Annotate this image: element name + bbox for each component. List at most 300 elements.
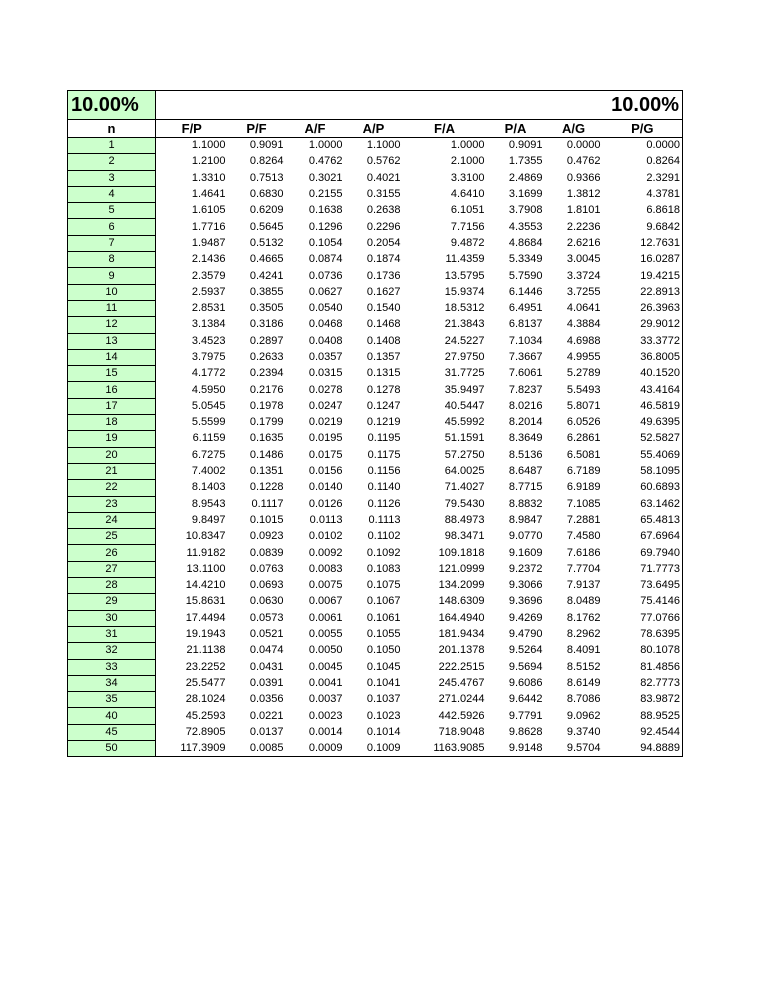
factor-cell-fp[interactable]: 1.9487: [191, 236, 226, 249]
period-cell[interactable]: 9: [68, 268, 156, 284]
factor-cell-ag[interactable]: 6.7189: [566, 465, 601, 478]
factor-cell-pa[interactable]: 9.0770: [508, 530, 543, 543]
factor-cell-ap[interactable]: 0.1315: [366, 367, 401, 380]
factor-cell-fa[interactable]: 3.3100: [450, 171, 485, 184]
factor-cell-af[interactable]: 0.2155: [308, 188, 343, 201]
factor-cell-ap[interactable]: 0.1045: [366, 660, 401, 673]
factor-cell-fa[interactable]: 31.7725: [444, 367, 485, 380]
factor-cell-af[interactable]: 0.1296: [308, 220, 343, 233]
factor-cell-af[interactable]: 0.0023: [308, 709, 343, 722]
factor-cell-pf[interactable]: 0.4665: [249, 253, 284, 266]
factor-cell-fa[interactable]: 109.1818: [438, 546, 485, 559]
factor-cell-fa[interactable]: 24.5227: [444, 334, 485, 347]
factor-cell-fa[interactable]: 11.4359: [445, 253, 485, 266]
factor-cell-pf[interactable]: 0.0221: [249, 709, 284, 722]
factor-cell-pf[interactable]: 0.6830: [249, 188, 284, 201]
factor-cell-pf[interactable]: 0.3186: [249, 318, 284, 331]
factor-cell-pa[interactable]: 6.8137: [508, 318, 543, 331]
factor-cell-pg[interactable]: 16.0287: [603, 252, 683, 268]
factor-cell-fp[interactable]: 10.8347: [185, 530, 226, 543]
factor-cell-pg[interactable]: 71.7773: [603, 561, 683, 577]
factor-cell-pf[interactable]: 0.0839: [249, 546, 284, 559]
factor-cell-af[interactable]: 0.0736: [308, 269, 343, 282]
factor-cell-af[interactable]: 0.0055: [308, 628, 343, 641]
factor-cell-fa[interactable]: 1163.9085: [403, 740, 487, 756]
factor-cell-fp[interactable]: 2.3579: [191, 269, 226, 282]
factor-cell-pg[interactable]: 46.5819: [603, 398, 683, 414]
factor-cell-ap[interactable]: 0.2638: [366, 204, 401, 217]
factor-cell-ag[interactable]: 5.8071: [566, 399, 601, 412]
factor-cell-pf[interactable]: 0.0763: [249, 562, 284, 575]
factor-cell-ap[interactable]: 0.3155: [366, 188, 401, 201]
period-cell[interactable]: 15: [68, 366, 156, 382]
factor-cell-ag[interactable]: 8.4091: [566, 644, 601, 657]
factor-cell-af[interactable]: 0.0067: [308, 595, 343, 608]
factor-cell-ap[interactable]: 0.1627: [366, 285, 401, 298]
factor-cell-fp[interactable]: 4.5950: [191, 383, 226, 396]
factor-cell-fp[interactable]: 9.8497: [191, 513, 226, 526]
factor-cell-ap[interactable]: 0.1175: [367, 448, 401, 461]
factor-cell-ap[interactable]: 1.1000: [366, 139, 401, 152]
factor-cell-ap[interactable]: 0.1067: [366, 595, 401, 608]
factor-cell-ag[interactable]: 8.1762: [566, 611, 601, 624]
factor-cell-fa[interactable]: 2.1000: [450, 155, 485, 168]
period-cell[interactable]: 45: [68, 724, 156, 740]
factor-cell-ap[interactable]: 0.1014: [366, 725, 401, 738]
factor-cell-fa[interactable]: 71.4027: [444, 481, 485, 494]
column-header-pa[interactable]: P/A: [487, 120, 545, 138]
factor-cell-pa[interactable]: 6.1446: [508, 285, 543, 298]
factor-cell-ag[interactable]: 4.0641: [566, 302, 601, 315]
factor-cell-pa[interactable]: 5.7590: [508, 269, 543, 282]
factor-cell-pa[interactable]: 9.1609: [508, 546, 543, 559]
factor-cell-ap[interactable]: 0.1357: [366, 351, 401, 363]
factor-cell-af[interactable]: 0.3021: [308, 171, 343, 184]
factor-cell-fp[interactable]: 72.8905: [185, 725, 226, 738]
column-header-ag[interactable]: A/G: [545, 120, 603, 138]
factor-cell-af[interactable]: 0.0627: [308, 285, 343, 298]
factor-cell-fp[interactable]: 117.3909: [156, 740, 228, 756]
factor-cell-ag[interactable]: 8.5152: [566, 660, 601, 673]
factor-cell-pg[interactable]: 69.7940: [603, 545, 683, 561]
factor-cell-pa[interactable]: 9.2372: [508, 562, 543, 575]
factor-cell-pg[interactable]: 43.4164: [603, 382, 683, 398]
factor-cell-ap[interactable]: 0.2054: [366, 236, 401, 249]
period-cell[interactable]: 12: [68, 317, 156, 333]
factor-cell-ag[interactable]: 1.8101: [566, 204, 601, 217]
factor-cell-pa[interactable]: 9.4269: [508, 611, 543, 624]
factor-cell-pf[interactable]: 0.1799: [249, 416, 284, 429]
factor-cell-fa[interactable]: 13.5795: [444, 269, 485, 282]
factor-cell-ag[interactable]: 3.0045: [566, 253, 601, 266]
factor-cell-pg[interactable]: 60.6893: [603, 480, 683, 496]
factor-cell-fp[interactable]: 1.3310: [191, 171, 226, 184]
period-cell[interactable]: 10: [68, 284, 156, 300]
factor-cell-pf[interactable]: 0.0137: [249, 725, 284, 738]
factor-cell-pa[interactable]: 3.7908: [508, 204, 543, 217]
factor-cell-ag[interactable]: 6.0526: [566, 416, 601, 429]
factor-cell-ap[interactable]: 0.1050: [366, 644, 401, 657]
factor-cell-fp[interactable]: 3.1384: [191, 318, 226, 331]
factor-cell-pg[interactable]: 36.8005: [603, 349, 683, 365]
factor-cell-pg[interactable]: 75.4146: [603, 594, 683, 610]
factor-cell-ag[interactable]: 7.6186: [566, 546, 601, 559]
factor-cell-af[interactable]: 0.0357: [308, 351, 343, 363]
factor-cell-ap[interactable]: 0.4021: [366, 171, 401, 184]
factor-cell-ap[interactable]: 0.1468: [366, 318, 401, 331]
factor-cell-ag[interactable]: 1.3812: [566, 188, 601, 201]
factor-cell-af[interactable]: 0.0113: [309, 513, 343, 526]
factor-cell-fp[interactable]: 2.8531: [191, 302, 226, 315]
factor-cell-pf[interactable]: 0.3855: [249, 285, 284, 298]
period-cell[interactable]: 34: [68, 675, 156, 691]
factor-cell-fp[interactable]: 6.7275: [191, 448, 226, 461]
factor-cell-pg[interactable]: 6.8618: [603, 203, 683, 219]
factor-cell-pf[interactable]: 0.1351: [249, 465, 284, 478]
factor-cell-ap[interactable]: 0.1736: [366, 269, 401, 282]
factor-cell-fa[interactable]: 51.1591: [444, 432, 485, 445]
factor-cell-pf[interactable]: 0.8264: [249, 155, 284, 168]
factor-cell-ap[interactable]: 0.1874: [366, 253, 401, 266]
period-cell[interactable]: 17: [68, 398, 156, 414]
factor-cell-ag[interactable]: 3.7255: [566, 285, 601, 298]
factor-cell-pg[interactable]: 55.4069: [603, 447, 683, 463]
factor-cell-fa[interactable]: 18.5312: [444, 302, 485, 315]
factor-cell-pa[interactable]: 9.8628: [508, 725, 543, 738]
period-cell[interactable]: 40: [68, 708, 156, 724]
title-spacer[interactable]: [156, 91, 603, 120]
column-header-af[interactable]: A/F: [286, 120, 345, 138]
factor-cell-af[interactable]: 0.0037: [308, 693, 343, 706]
period-cell[interactable]: 20: [68, 447, 156, 463]
factor-cell-pg[interactable]: 12.7631: [603, 235, 683, 251]
factor-cell-fa[interactable]: 15.9374: [444, 285, 485, 298]
factor-cell-ag[interactable]: 6.9189: [566, 481, 601, 494]
factor-cell-fp[interactable]: 5.5599: [191, 416, 226, 429]
factor-cell-pa[interactable]: 9.3696: [508, 595, 543, 608]
factor-cell-ap[interactable]: 0.1009: [345, 740, 403, 756]
factor-cell-fa[interactable]: 64.0025: [444, 465, 485, 478]
factor-cell-fa[interactable]: 201.1378: [438, 644, 485, 657]
column-header-ap[interactable]: A/P: [345, 120, 403, 138]
factor-cell-pg[interactable]: 40.1520: [603, 366, 683, 382]
period-cell[interactable]: 1: [68, 138, 156, 154]
factor-cell-ap[interactable]: 0.1075: [366, 579, 401, 592]
factor-cell-ag[interactable]: 4.3884: [566, 318, 601, 331]
factor-cell-fp[interactable]: 14.4210: [185, 579, 226, 592]
period-cell[interactable]: 5: [68, 203, 156, 219]
factor-cell-pg[interactable]: 0.8264: [603, 154, 683, 170]
factor-cell-pa[interactable]: 8.8832: [508, 497, 543, 510]
factor-cell-ag[interactable]: 7.9137: [566, 579, 601, 592]
factor-cell-ap[interactable]: 0.5762: [366, 155, 401, 168]
factor-cell-fa[interactable]: 164.4940: [438, 611, 485, 624]
factor-cell-pf[interactable]: 0.0356: [249, 693, 284, 706]
factor-cell-ag[interactable]: 8.0489: [566, 595, 601, 608]
factor-cell-pf[interactable]: 0.9091: [249, 139, 284, 152]
factor-cell-pa[interactable]: 2.4869: [508, 171, 543, 184]
period-cell[interactable]: 35: [68, 692, 156, 708]
factor-cell-ap[interactable]: 0.1041: [366, 676, 401, 689]
factor-cell-af[interactable]: 0.0045: [308, 660, 343, 673]
factor-cell-fp[interactable]: 4.1772: [191, 367, 226, 380]
factor-cell-af[interactable]: 1.0000: [308, 139, 343, 152]
factor-cell-fp[interactable]: 28.1024: [185, 693, 226, 706]
factor-cell-fp[interactable]: 19.1943: [185, 628, 226, 641]
factor-cell-af[interactable]: 0.0156: [308, 465, 343, 478]
factor-cell-pa[interactable]: 9.6442: [508, 693, 543, 706]
factor-cell-pf[interactable]: 0.0431: [249, 660, 284, 673]
column-header-n[interactable]: n: [68, 120, 156, 138]
factor-cell-ap[interactable]: 0.1061: [366, 611, 401, 624]
factor-cell-pa[interactable]: 4.3553: [508, 220, 543, 233]
factor-cell-pf[interactable]: 0.7513: [249, 171, 284, 184]
period-cell[interactable]: 23: [68, 496, 156, 512]
rate-label-right[interactable]: 10.00%: [603, 91, 683, 120]
factor-cell-fp[interactable]: 2.1436: [191, 253, 226, 266]
factor-cell-pf[interactable]: 0.0521: [249, 628, 284, 641]
period-cell[interactable]: 31: [68, 626, 156, 642]
factor-cell-ag[interactable]: 2.6216: [566, 236, 601, 249]
factor-cell-pa[interactable]: 5.3349: [508, 253, 543, 266]
factor-cell-af[interactable]: 0.0874: [308, 253, 343, 266]
factor-cell-ag[interactable]: 5.5493: [566, 383, 601, 396]
factor-cell-pa[interactable]: 1.7355: [508, 155, 543, 168]
factor-cell-pg[interactable]: 65.4813: [603, 512, 683, 528]
factor-cell-fa[interactable]: 45.5992: [444, 416, 485, 429]
factor-cell-af[interactable]: 0.0408: [308, 334, 343, 347]
period-cell[interactable]: 25: [68, 529, 156, 545]
factor-cell-ap[interactable]: 0.1083: [366, 562, 401, 575]
factor-cell-ag[interactable]: 0.9366: [566, 171, 601, 184]
factor-cell-pf[interactable]: 0.1015: [249, 513, 284, 526]
factor-cell-pa[interactable]: 8.3649: [508, 432, 543, 445]
factor-cell-ap[interactable]: 0.1023: [366, 709, 401, 722]
factor-cell-pg[interactable]: 22.8913: [603, 284, 683, 300]
factor-cell-pg[interactable]: 80.1078: [603, 643, 683, 659]
factor-cell-ag[interactable]: 0.0000: [566, 139, 601, 152]
factor-cell-pa[interactable]: 4.8684: [508, 236, 543, 249]
factor-cell-pf[interactable]: 0.0573: [249, 611, 284, 624]
factor-cell-pg[interactable]: 19.4215: [603, 268, 683, 284]
factor-cell-ag[interactable]: 9.3740: [566, 725, 601, 738]
factor-cell-fp[interactable]: 1.4641: [191, 188, 226, 201]
factor-cell-pg[interactable]: 77.0766: [603, 610, 683, 626]
rate-label-left[interactable]: 10.00%: [68, 91, 156, 120]
factor-cell-af[interactable]: 0.0315: [308, 367, 343, 380]
factor-cell-pf[interactable]: 0.2394: [249, 367, 284, 380]
factor-cell-fa[interactable]: 57.2750: [444, 448, 485, 461]
factor-cell-fa[interactable]: 442.5926: [438, 709, 485, 722]
factor-cell-pa[interactable]: 9.6086: [508, 676, 543, 689]
factor-cell-af[interactable]: 0.0050: [308, 644, 343, 657]
factor-cell-fp[interactable]: 1.2100: [191, 155, 226, 168]
period-cell[interactable]: 22: [68, 480, 156, 496]
factor-cell-ap[interactable]: 0.1540: [366, 302, 401, 315]
factor-cell-pf[interactable]: 0.1117: [251, 497, 284, 510]
factor-cell-pa[interactable]: 8.2014: [508, 416, 543, 429]
factor-cell-ag[interactable]: 4.6988: [566, 334, 601, 347]
factor-cell-pa[interactable]: 0.9091: [508, 139, 543, 152]
column-header-pf[interactable]: P/F: [228, 120, 286, 138]
factor-cell-fa[interactable]: 4.6410: [450, 188, 485, 201]
factor-cell-af[interactable]: 0.0126: [308, 497, 343, 510]
factor-cell-pg[interactable]: 4.3781: [603, 186, 683, 202]
factor-cell-pa[interactable]: 9.5264: [508, 644, 543, 657]
factor-cell-ag[interactable]: 6.5081: [566, 448, 601, 461]
factor-cell-pg[interactable]: 9.6842: [603, 219, 683, 235]
factor-cell-fp[interactable]: 6.1159: [192, 432, 226, 445]
factor-cell-fa[interactable]: 6.1051: [450, 204, 485, 217]
period-cell[interactable]: 4: [68, 186, 156, 202]
factor-cell-pa[interactable]: 8.0216: [508, 399, 543, 412]
factor-cell-pf[interactable]: 0.0923: [249, 530, 284, 543]
factor-cell-fa[interactable]: 222.2515: [438, 660, 485, 673]
factor-cell-pg[interactable]: 83.9872: [603, 692, 683, 708]
factor-cell-ap[interactable]: 0.1055: [366, 628, 401, 641]
column-header-fa[interactable]: F/A: [403, 120, 487, 138]
factor-cell-fa[interactable]: 1.0000: [450, 139, 485, 152]
factor-cell-ag[interactable]: 8.6149: [566, 676, 601, 689]
factor-cell-fp[interactable]: 25.5477: [185, 676, 226, 689]
factor-cell-ap[interactable]: 0.1113: [368, 513, 401, 526]
factor-cell-fa[interactable]: 35.9497: [444, 383, 485, 396]
factor-cell-fa[interactable]: 718.9048: [438, 725, 485, 738]
factor-cell-pg[interactable]: 63.1462: [603, 496, 683, 512]
factor-cell-fp[interactable]: 21.1138: [186, 644, 226, 657]
factor-cell-ag[interactable]: 7.2881: [566, 513, 601, 526]
factor-cell-fp[interactable]: 1.1000: [191, 139, 226, 152]
period-cell[interactable]: 11: [68, 300, 156, 316]
factor-cell-fa[interactable]: 27.9750: [444, 351, 485, 363]
factor-cell-pa[interactable]: 7.8237: [508, 383, 543, 396]
factor-cell-af[interactable]: 0.0278: [308, 383, 343, 396]
factor-cell-ag[interactable]: 9.5704: [545, 740, 603, 756]
factor-cell-pf[interactable]: 0.1486: [249, 448, 284, 461]
factor-cell-pg[interactable]: 88.9525: [603, 708, 683, 724]
column-header-pg[interactable]: P/G: [603, 120, 683, 138]
factor-cell-ag[interactable]: 4.9955: [566, 351, 601, 363]
factor-cell-fa[interactable]: 134.2099: [438, 579, 485, 592]
factor-cell-pg[interactable]: 67.6964: [603, 529, 683, 545]
period-cell[interactable]: 30: [68, 610, 156, 626]
factor-cell-pa[interactable]: 6.4951: [508, 302, 543, 315]
factor-cell-ag[interactable]: 7.4580: [566, 530, 601, 543]
factor-cell-af[interactable]: 0.4762: [308, 155, 343, 168]
factor-cell-ap[interactable]: 0.1092: [366, 546, 401, 559]
factor-cell-af[interactable]: 0.0219: [308, 416, 343, 429]
period-cell[interactable]: 7: [68, 235, 156, 251]
factor-cell-fa[interactable]: 7.7156: [450, 220, 485, 233]
factor-cell-pg[interactable]: 26.3963: [603, 300, 683, 316]
factor-cell-pf[interactable]: 0.0474: [249, 644, 284, 657]
factor-cell-ap[interactable]: 0.1037: [366, 693, 401, 706]
factor-cell-af[interactable]: 0.0102: [308, 530, 343, 543]
period-cell[interactable]: 26: [68, 545, 156, 561]
factor-cell-af[interactable]: 0.0175: [308, 448, 343, 461]
factor-cell-pf[interactable]: 0.1228: [249, 481, 284, 494]
factor-cell-fp[interactable]: 15.8631: [185, 595, 226, 608]
period-cell[interactable]: 2: [68, 154, 156, 170]
factor-cell-ag[interactable]: 8.7086: [566, 693, 601, 706]
factor-cell-ap[interactable]: 0.1140: [367, 481, 401, 494]
period-cell[interactable]: 13: [68, 333, 156, 349]
factor-cell-af[interactable]: 0.0009: [286, 740, 345, 756]
factor-cell-ag[interactable]: 5.2789: [566, 367, 601, 380]
factor-cell-pg[interactable]: 78.6395: [603, 626, 683, 642]
factor-cell-pg[interactable]: 94.8889: [603, 740, 683, 756]
factor-cell-pa[interactable]: 7.3667: [508, 351, 543, 363]
period-cell[interactable]: 24: [68, 512, 156, 528]
period-cell[interactable]: 3: [68, 170, 156, 186]
factor-cell-fp[interactable]: 3.7975: [191, 351, 226, 363]
factor-cell-pf[interactable]: 0.0085: [228, 740, 286, 756]
factor-cell-fp[interactable]: 8.1403: [191, 481, 226, 494]
factor-cell-af[interactable]: 0.0140: [308, 481, 343, 494]
factor-cell-af[interactable]: 0.1638: [308, 204, 343, 217]
factor-cell-pg[interactable]: 73.6495: [603, 578, 683, 594]
factor-cell-fa[interactable]: 245.4767: [438, 676, 485, 689]
factor-cell-ag[interactable]: 7.7704: [566, 562, 601, 575]
factor-cell-fa[interactable]: 271.0244: [438, 693, 485, 706]
factor-cell-fp[interactable]: 11.9182: [186, 546, 226, 559]
factor-cell-pa[interactable]: 8.6487: [508, 465, 543, 478]
factor-cell-pf[interactable]: 0.3505: [249, 302, 284, 315]
factor-cell-fp[interactable]: 17.4494: [185, 611, 226, 624]
factor-cell-pa[interactable]: 8.9847: [508, 513, 543, 526]
factor-cell-fa[interactable]: 98.3471: [444, 530, 485, 543]
factor-cell-pa[interactable]: 9.5694: [508, 660, 543, 673]
factor-cell-pg[interactable]: 49.6395: [603, 415, 683, 431]
factor-cell-ap[interactable]: 0.1278: [366, 383, 401, 396]
factor-cell-af[interactable]: 0.0092: [308, 546, 343, 559]
factor-cell-fp[interactable]: 13.1100: [186, 562, 226, 575]
factor-cell-fp[interactable]: 3.4523: [191, 334, 226, 347]
factor-cell-pf[interactable]: 0.0391: [249, 676, 284, 689]
factor-cell-pa[interactable]: 9.9148: [487, 740, 545, 756]
factor-cell-pa[interactable]: 7.6061: [508, 367, 543, 380]
factor-cell-pa[interactable]: 8.7715: [508, 481, 543, 494]
factor-cell-fp[interactable]: 1.7716: [191, 220, 226, 233]
factor-cell-pf[interactable]: 0.1635: [249, 432, 284, 445]
factor-cell-fp[interactable]: 45.2593: [185, 709, 226, 722]
factor-cell-pf[interactable]: 0.5132: [249, 236, 284, 249]
factor-cell-pf[interactable]: 0.5645: [249, 220, 284, 233]
factor-cell-af[interactable]: 0.0014: [308, 725, 343, 738]
period-cell[interactable]: 27: [68, 561, 156, 577]
factor-cell-pa[interactable]: 9.7791: [508, 709, 543, 722]
factor-cell-ag[interactable]: 2.2236: [566, 220, 601, 233]
factor-cell-af[interactable]: 0.1054: [308, 236, 343, 249]
factor-cell-af[interactable]: 0.0041: [308, 676, 343, 689]
period-cell[interactable]: 32: [68, 643, 156, 659]
factor-cell-pf[interactable]: 0.2176: [249, 383, 284, 396]
factor-cell-ap[interactable]: 0.1195: [367, 432, 401, 445]
factor-cell-pa[interactable]: 9.3066: [508, 579, 543, 592]
factor-cell-af[interactable]: 0.0083: [308, 562, 343, 575]
factor-cell-fa[interactable]: 9.4872: [450, 236, 485, 249]
factor-cell-af[interactable]: 0.0468: [308, 318, 343, 331]
factor-cell-fp[interactable]: 23.2252: [185, 660, 226, 673]
factor-cell-pg[interactable]: 33.3772: [603, 333, 683, 349]
factor-cell-fa[interactable]: 181.9434: [438, 628, 485, 641]
factor-cell-fp[interactable]: 1.6105: [191, 204, 226, 217]
factor-cell-af[interactable]: 0.0540: [308, 302, 343, 315]
factor-cell-fp[interactable]: 5.0545: [191, 399, 226, 412]
factor-cell-ag[interactable]: 9.0962: [566, 709, 601, 722]
factor-cell-pg[interactable]: 58.1095: [603, 463, 683, 479]
factor-cell-ap[interactable]: 0.1408: [366, 334, 401, 347]
